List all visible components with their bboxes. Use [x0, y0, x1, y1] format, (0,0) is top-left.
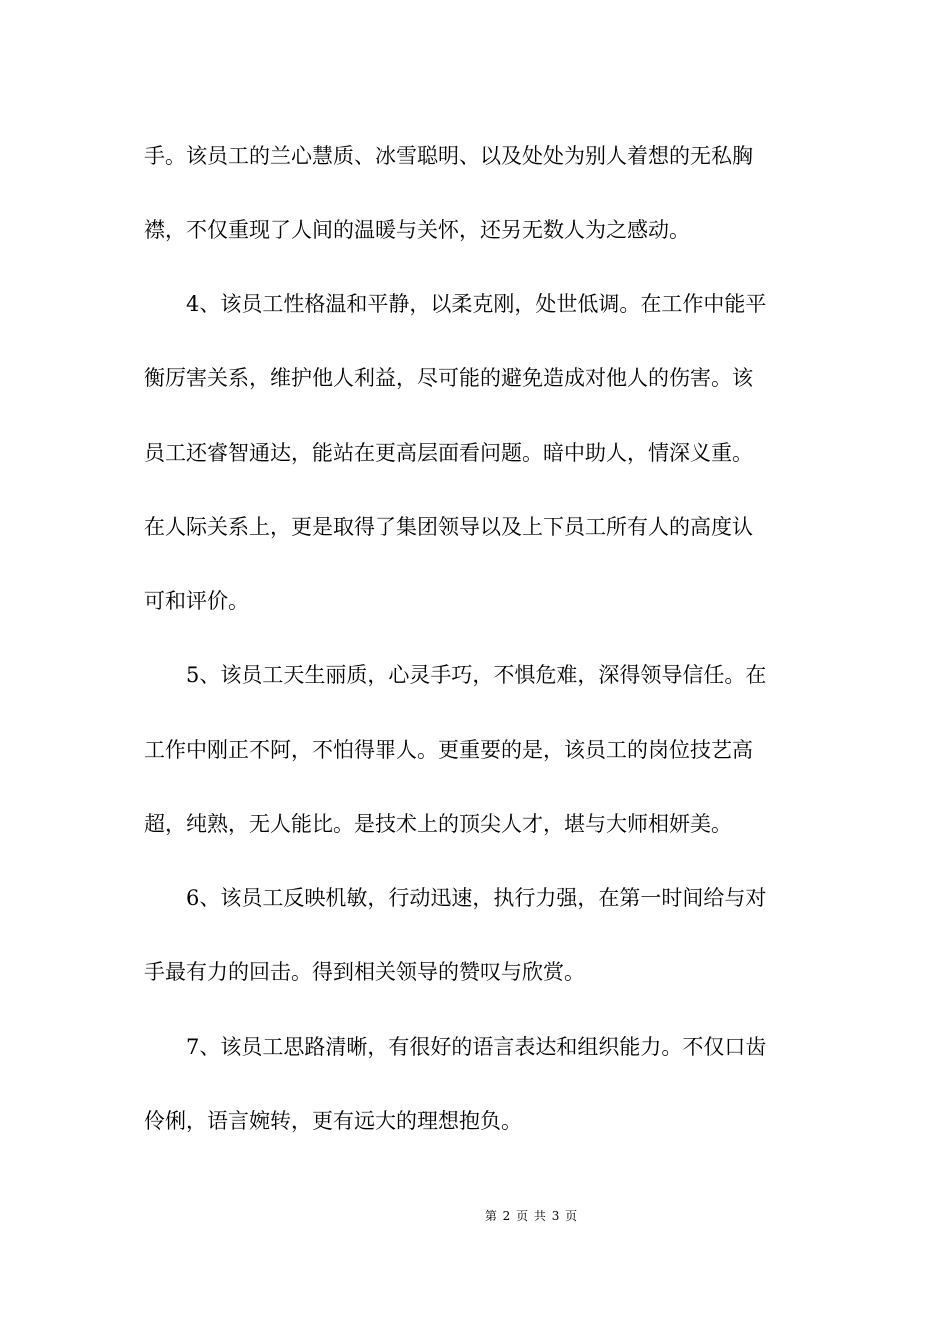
paragraph-line: 衡厉害关系，维护他人利益，尽可能的避免造成对他人的伤害。该	[144, 366, 753, 390]
paragraph-line: 超，纯熟，无人能比。是技术上的顶尖人才，堪与大师相妍美。	[144, 812, 732, 836]
paragraph-line: 手。该员工的兰心慧质、冰雪聪明、以及处处为别人着想的无私胸	[144, 144, 753, 168]
paragraph-line: 7、该员工思路清晰，有很好的语言表达和组织能力。不仅口齿	[144, 1035, 767, 1059]
paragraph-line: 6、该员工反映机敏，行动迅速，执行力强，在第一时间给与对	[144, 886, 767, 910]
paragraph-line: 手最有力的回击。得到相关领导的赞叹与欣赏。	[144, 960, 585, 984]
paragraph-line: 员工还睿智通达，能站在更高层面看问题。暗中助人，情深义重。	[144, 441, 753, 465]
paragraph-line: 襟，不仅重现了人间的温暖与关怀，还另无数人为之感动。	[144, 218, 690, 242]
page-number-footer: 第 2 页 共 3 页	[484, 1209, 578, 1223]
paragraph-line: 工作中刚正不阿，不怕得罪人。更重要的是，该员工的岗位技艺高	[144, 738, 753, 762]
paragraph-line: 可和评价。	[144, 589, 249, 613]
paragraph-line: 4、该员工性格温和平静，以柔克刚，处世低调。在工作中能平	[144, 292, 767, 316]
paragraph-line: 在人际关系上，更是取得了集团领导以及上下员工所有人的高度认	[144, 515, 753, 539]
paragraph-line: 伶俐，语言婉转，更有远大的理想抱负。	[144, 1109, 522, 1133]
paragraph-line: 5、该员工天生丽质，心灵手巧，不惧危难，深得领导信任。在	[144, 663, 767, 687]
